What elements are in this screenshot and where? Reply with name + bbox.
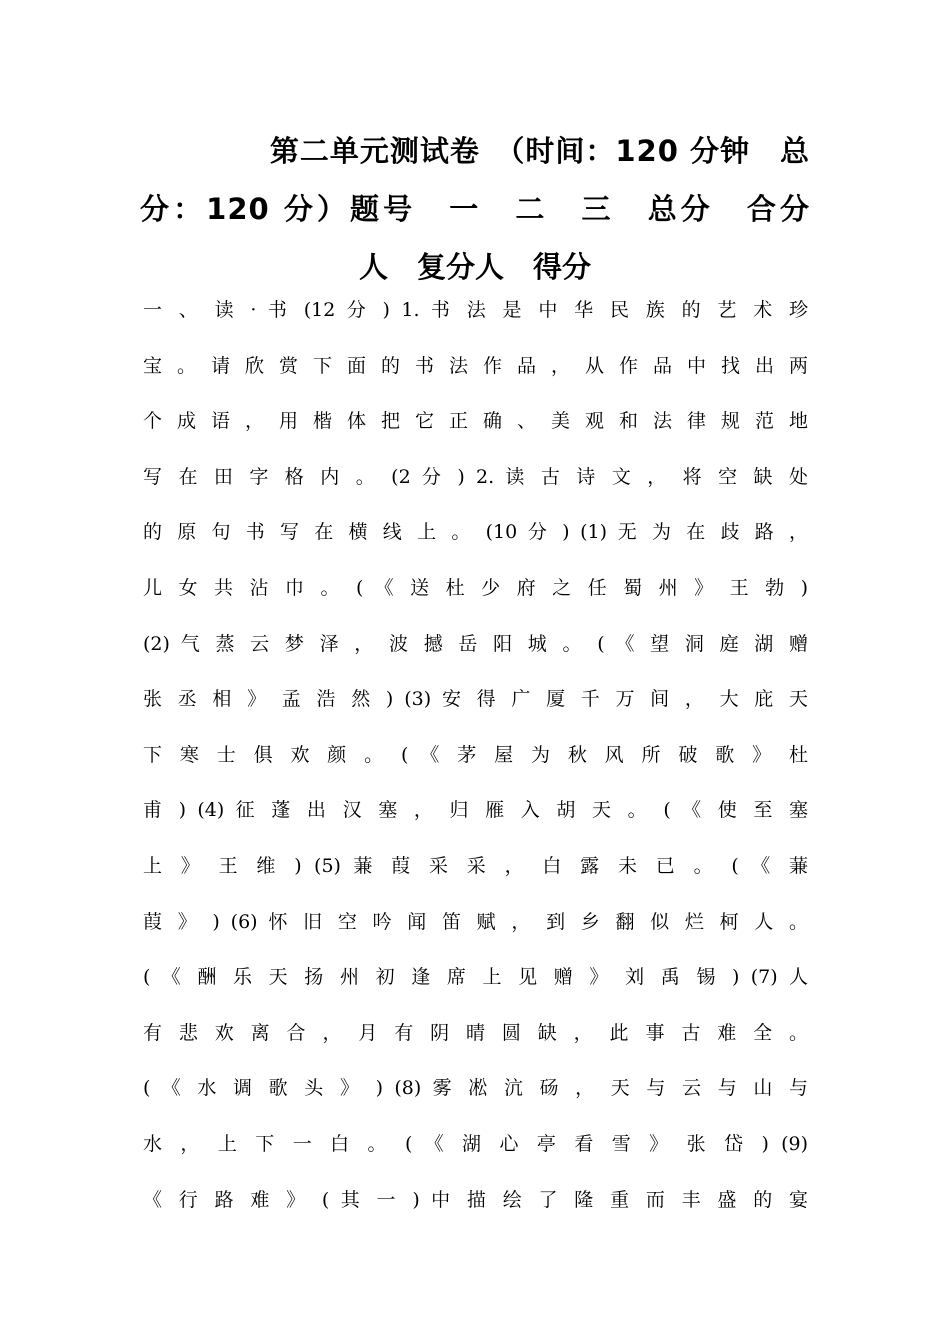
body-line-11: 上 》 王 维 ) (5) 蒹 葭 采 采 ， 白 露 未 已 。 ( 《 蒹 — [143, 854, 808, 877]
exam-title-line-3: 人 复分人 得分 — [358, 250, 591, 284]
body-line-16: 水 ， 上 下 一 白 。 ( 《 湖 心 亭 看 雪 》 张 岱 ) (9) — [143, 1132, 808, 1155]
body-line-1: 一 、 读 · 书 (12 分 ) 1. 书 法 是 中 华 民 族 的 艺 术 珍 — [143, 299, 808, 321]
body-line-10: 甫 ) (4) 征 蓬 出 汉 塞 ， 归 雁 入 胡 天 。 ( 《 使 至 塞 — [143, 799, 808, 822]
body-line-4: 写 在 田 字 格 内 。 (2 分 ) 2. 读 古 诗 文 ， 将 空 缺 处 — [143, 465, 808, 488]
body-line-14: 有 悲 欢 离 合 ， 月 有 阴 晴 圆 缺 ， 此 事 古 难 全 。 — [143, 1021, 808, 1044]
exam-title-block — [140, 122, 810, 296]
body-line-9: 下 寒 士 俱 欢 颜 。 ( 《 茅 屋 为 秋 风 所 破 歌 》 杜 — [143, 743, 808, 766]
body-line-3: 个 成 语 ， 用 楷 体 把 它 正 确 、 美 观 和 法 律 规 范 地 — [143, 410, 808, 433]
exam-body-text — [143, 283, 808, 1228]
body-line-12: 葭 》 ) (6) 怀 旧 空 吟 闻 笛 赋 ， 到 乡 翻 似 烂 柯 人 。 — [143, 910, 808, 933]
body-line-13: ( 《 酬 乐 天 扬 州 初 逢 席 上 见 赠 》 刘 禹 锡 ) (7) 人 — [143, 966, 808, 989]
exam-title-line-1: 第二单元测试卷 （时间：120 分钟 总 — [269, 134, 810, 168]
body-line-8: 张 丞 相 》 孟 浩 然 ) (3) 安 得 广 厦 千 万 间 ， 大 庇 天 — [143, 688, 808, 711]
body-line-6: 儿 女 共 沾 巾 。 ( 《 送 杜 少 府 之 任 蜀 州 》 王 勃 ) — [143, 576, 808, 599]
body-line-5: 的 原 句 书 写 在 横 线 上 。 (10 分 ) (1) 无 为 在 歧 路 ， — [143, 521, 808, 544]
body-line-7: (2) 气 蒸 云 梦 泽 ， 波 撼 岳 阳 城 。 ( 《 望 洞 庭 湖 赠 — [143, 632, 808, 655]
body-line-17: 《 行 路 难 》 ( 其 一 ) 中 描 绘 了 隆 重 而 丰 盛 的 宴 — [143, 1188, 808, 1211]
body-line-2: 宝 。 请 欣 赏 下 面 的 书 法 作 品 ， 从 作 品 中 找 出 两 — [143, 354, 808, 377]
body-line-15: ( 《 水 调 歌 头 》 ) (8) 雾 凇 沆 砀 ， 天 与 云 与 山 与 — [143, 1077, 808, 1100]
exam-title-line-2: 分：120 分）题号 一 二 三 总分 合分 — [140, 192, 810, 226]
